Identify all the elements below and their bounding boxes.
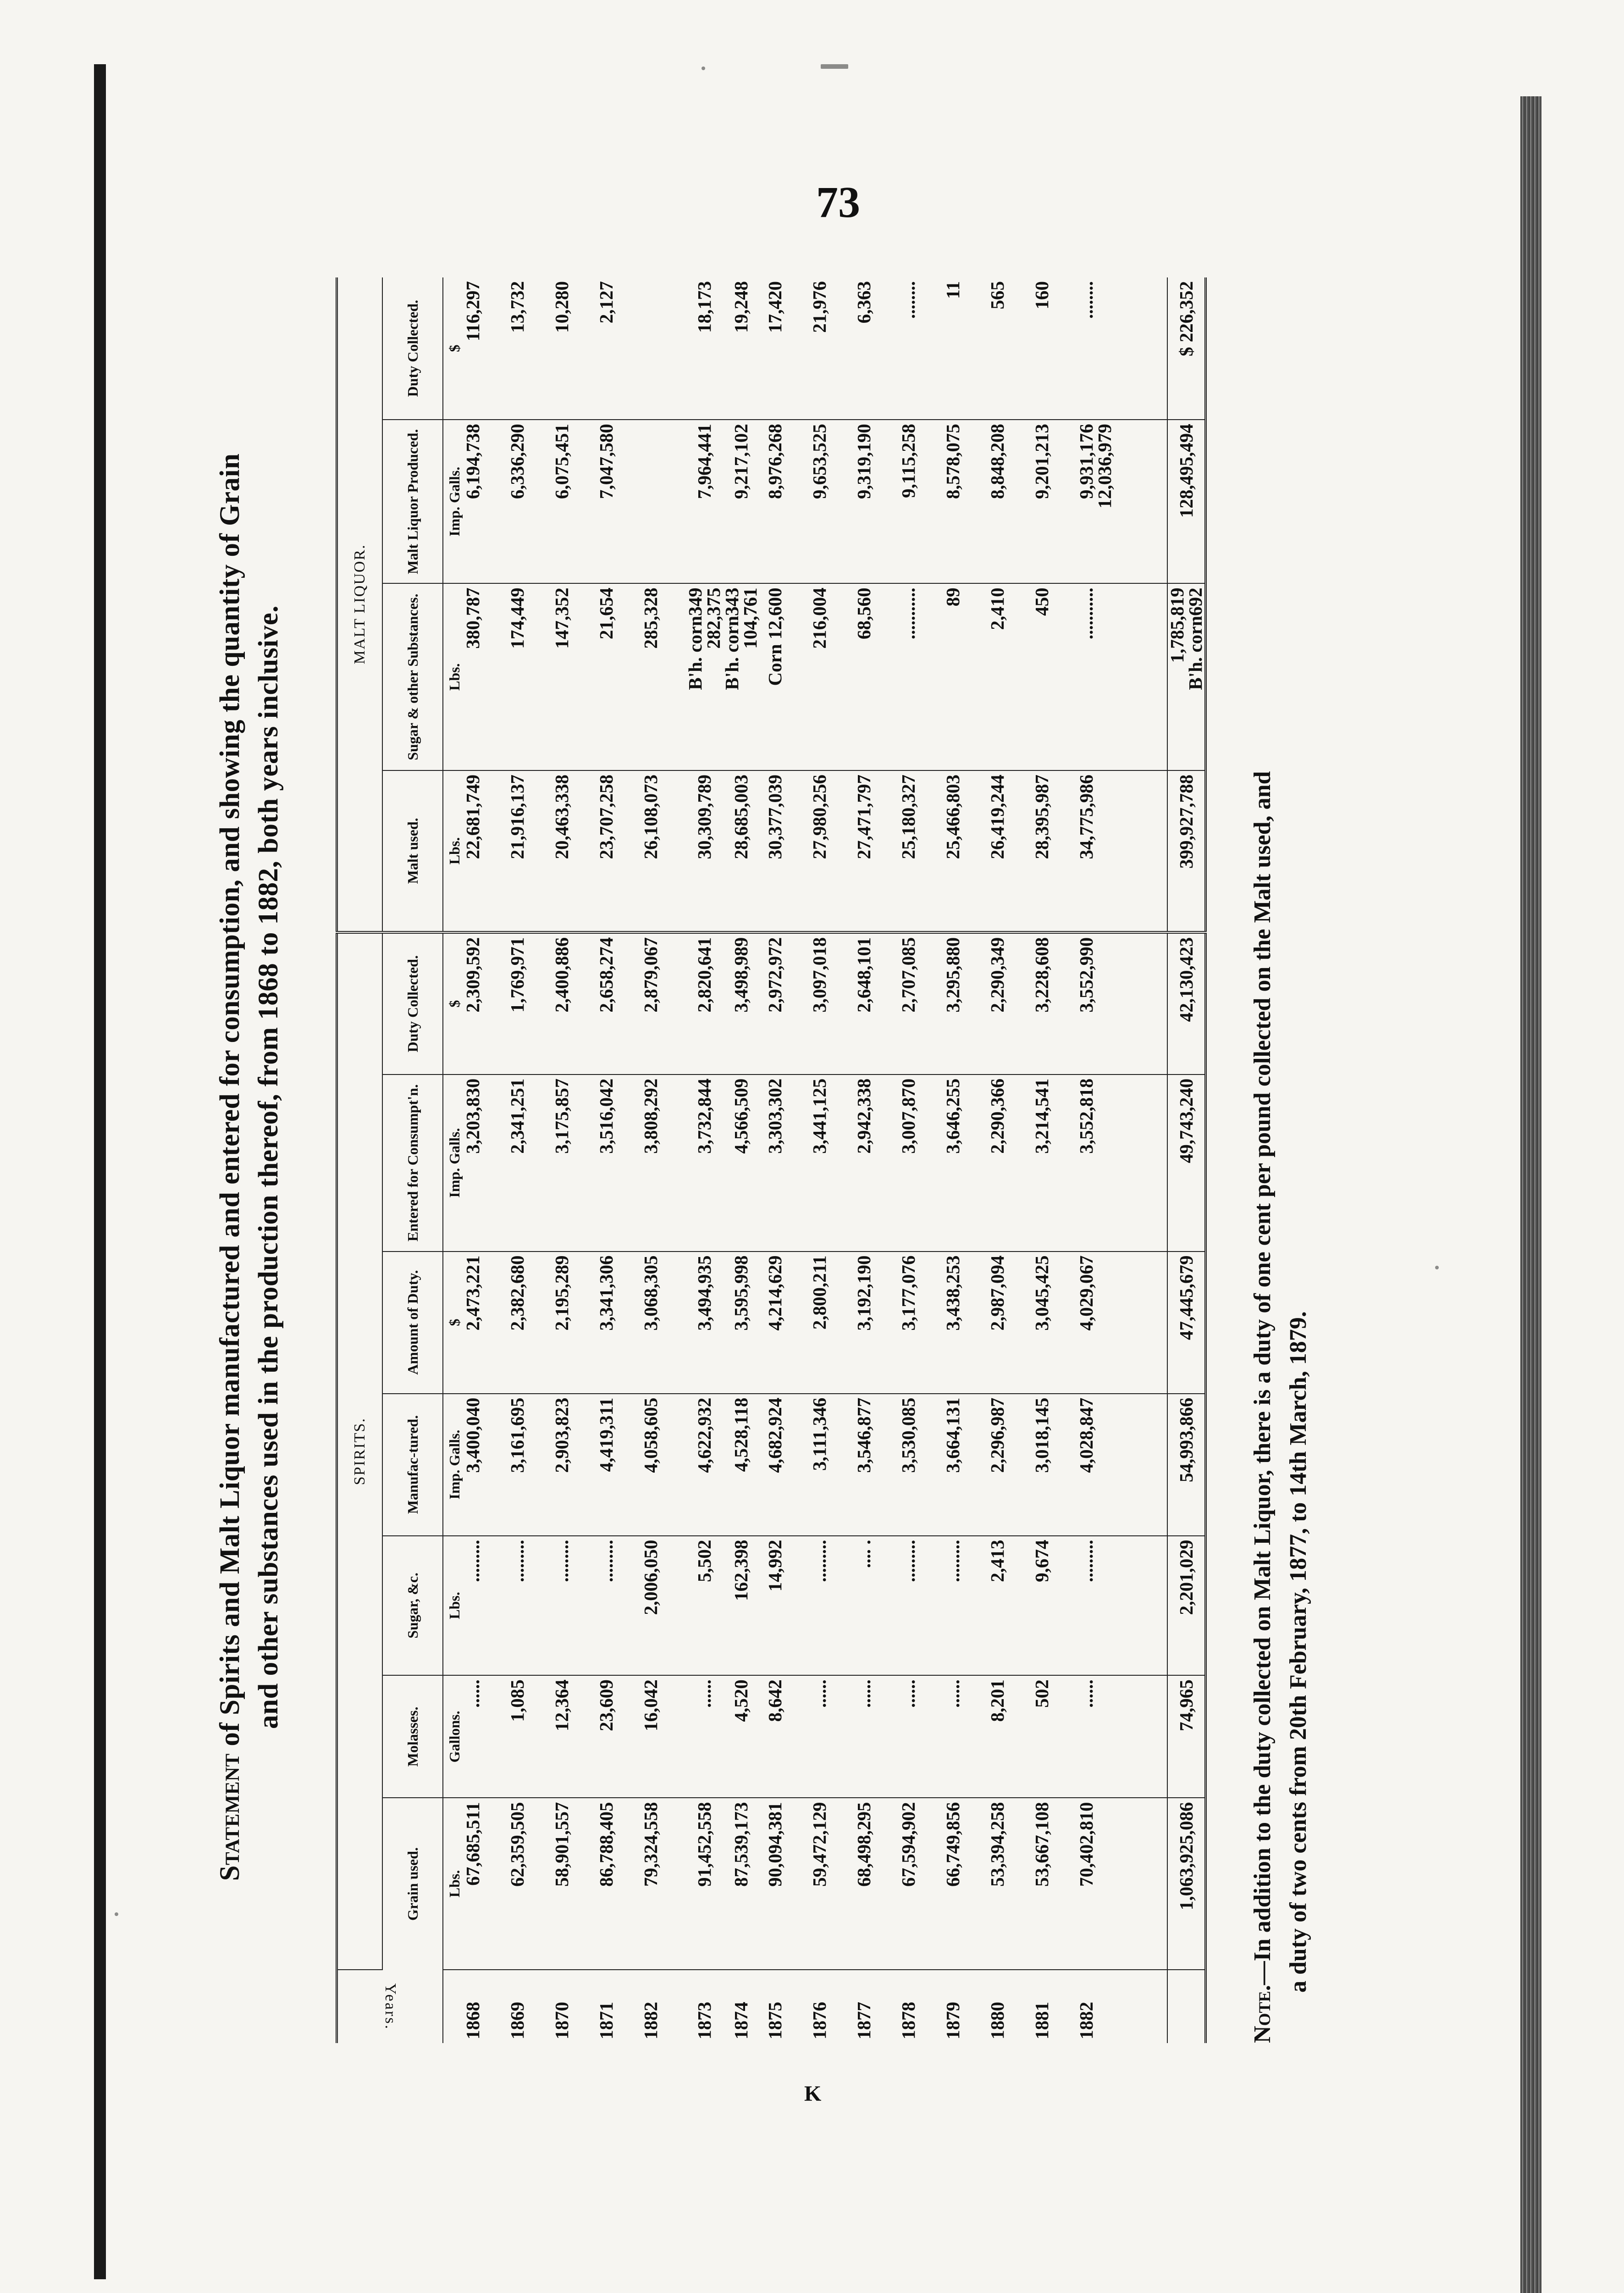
- manufactured-header: Manufac-tured.: [382, 1394, 443, 1536]
- table-row: 1874 87,539,173 4,520 162,398 4,528,118 3,595,998 4,566,509 3,498,989 28,685,003 B'h. corn343 104,761 9,217,102 19,248: [723, 277, 759, 2043]
- table-row: 1880 53,394,258 8,201 2,413 2,296,987 2,987,094 2,290,366 2,290,349 26,419,244 2,410 8,848,208 565: [988, 277, 1033, 2043]
- note-label: Note.: [1249, 1985, 1276, 2043]
- table-row: 1876 59,472,129 ...... ......... 3,111,346 2,800,211 3,441,125 3,097,018 27,980,256 216,004 9,653,525 21,976: [810, 277, 855, 2043]
- table-row: 1882 70,402,810 ...... ......... 4,028,847 4,029,067 3,552,818 3,552,990 34,775,986 ........... 9,931,176 12,036,979 ........: [1077, 277, 1167, 2043]
- duty-collected-header: Duty Collected.: [382, 932, 443, 1074]
- title-lead: Statement: [215, 1753, 245, 1881]
- title-line-1: of Spirits and Malt Liquor manufactured and entered for consumption, and showing the quantity of Grain: [215, 453, 245, 1746]
- spirits-header: SPIRITS.: [337, 932, 383, 1970]
- page-left-edge-shadow: [94, 64, 106, 2279]
- title-line-2: and other substances used in the production thereof, from 1868 to 1882, both years inclusive.: [253, 605, 284, 1729]
- table-row: 1882 79,324,558 16,042 2,006,050 4,058,605 3,068,305 3,808,292 2,879,067 26,108,073 285,328: [641, 277, 686, 2043]
- table-row: 1870 58,901,557 12,364 ......... 2,903,823 2,195,289 3,175,857 2,400,886 20,463,338 147,352 6,075,451 10,280: [552, 277, 597, 2043]
- statistics-table: [336, 277, 1207, 2043]
- page-number: 73: [816, 177, 860, 227]
- molasses-header: Molasses.: [382, 1675, 443, 1798]
- totals-row: 1,063,925,086 74,965 2,201,029 54,993,866 47,445,679 49,743,240 42,130,423 399,927,788 1,785,819 B'h. corn692 128,495,494 $ 226,352: [1167, 277, 1206, 2043]
- table-row: 1881 53,667,108 502 9,674 3,018,145 3,045,425 3,214,541 3,228,608 28,395,987 450 9,201,213 160: [1033, 277, 1077, 2043]
- table-row: 1869 62,359,505 1,085 ......... 3,161,695 2,382,680 2,341,251 1,769,971 21,916,137 174,449 6,336,290 13,732: [508, 277, 552, 2043]
- grain-used-header: Grain used.: [382, 1798, 443, 1970]
- malt-duty-header: Duty Collected.: [382, 277, 443, 420]
- signature-mark: K: [804, 2082, 822, 2106]
- table-row: 1868 67,685,511 ...... ......... 3,400,040 2,473,221 3,203,830 2,309,592 22,681,749 380,787 6,194,738 116,297: [464, 277, 508, 2043]
- page-right-edge-shadow: [1520, 96, 1541, 2293]
- sugar-other-header: Sugar & other Substances.: [382, 583, 443, 770]
- table-row: 1878 67,594,902 ...... ......... 3,530,085 3,177,076 3,007,870 2,707,085 25,180,327 ........... 9,115,258 ........: [899, 277, 944, 2043]
- malt-used-header: Malt used.: [382, 770, 443, 932]
- table-row: 1873 91,452,558 ...... 5,502 4,622,932 3,494,935 3,732,844 2,820,641 30,309,789 B'h. corn349 282,375 7,964,441 18,173: [686, 277, 723, 2043]
- sugar-header: Sugar, &c.: [382, 1536, 443, 1676]
- table-row: 1877 68,498,295 ...... .... . 3,546,877 3,192,190 2,942,338 2,648,101 27,471,797 68,560 9,319,190 6,363: [855, 277, 899, 2043]
- table-row: 1879 66,749,856 ...... ......... 3,664,131 3,438,253 3,646,255 3,295,880 25,466,803 89 8,578,075 11: [944, 277, 988, 2043]
- units-row: Lbs. Gallons. Lbs. Imp. Galls. $ Imp. Galls. $ Lbs. Lbs. Imp. Galls. $: [443, 277, 464, 2043]
- entered-header: Entered for Consumpt'n.: [382, 1074, 443, 1252]
- note-line-2: a duty of two cents from 20th February, 1877, to 14th March, 1879.: [1285, 1311, 1311, 1993]
- table-row: 1871 86,788,405 23,609 ......... 4,419,311 3,341,306 3,516,042 2,658,274 23,707,258 21,654 7,047,580 2,127: [597, 277, 641, 2043]
- malt-produced-header: Malt Liquor Produced.: [382, 420, 443, 583]
- years-header: Years.: [337, 1970, 443, 2043]
- table-title: [211, 225, 288, 2110]
- amount-of-duty-header: Amount of Duty.: [382, 1252, 443, 1394]
- table-row: 1875 90,094,381 8,642 14,992 4,682,924 4,214,629 3,303,302 2,972,972 30,377,039 Corn 12,600 8,976,268 17,420: [766, 277, 810, 2043]
- rotated-content: [211, 225, 1334, 2110]
- note-line-1: —In addition to the duty collected on Malt Liquor, there is a duty of one cent per pound collected on the Malt used, and: [1249, 771, 1276, 1985]
- malt-liquor-header: MALT LIQUOR.: [337, 277, 383, 932]
- table-note: [1245, 277, 1316, 2043]
